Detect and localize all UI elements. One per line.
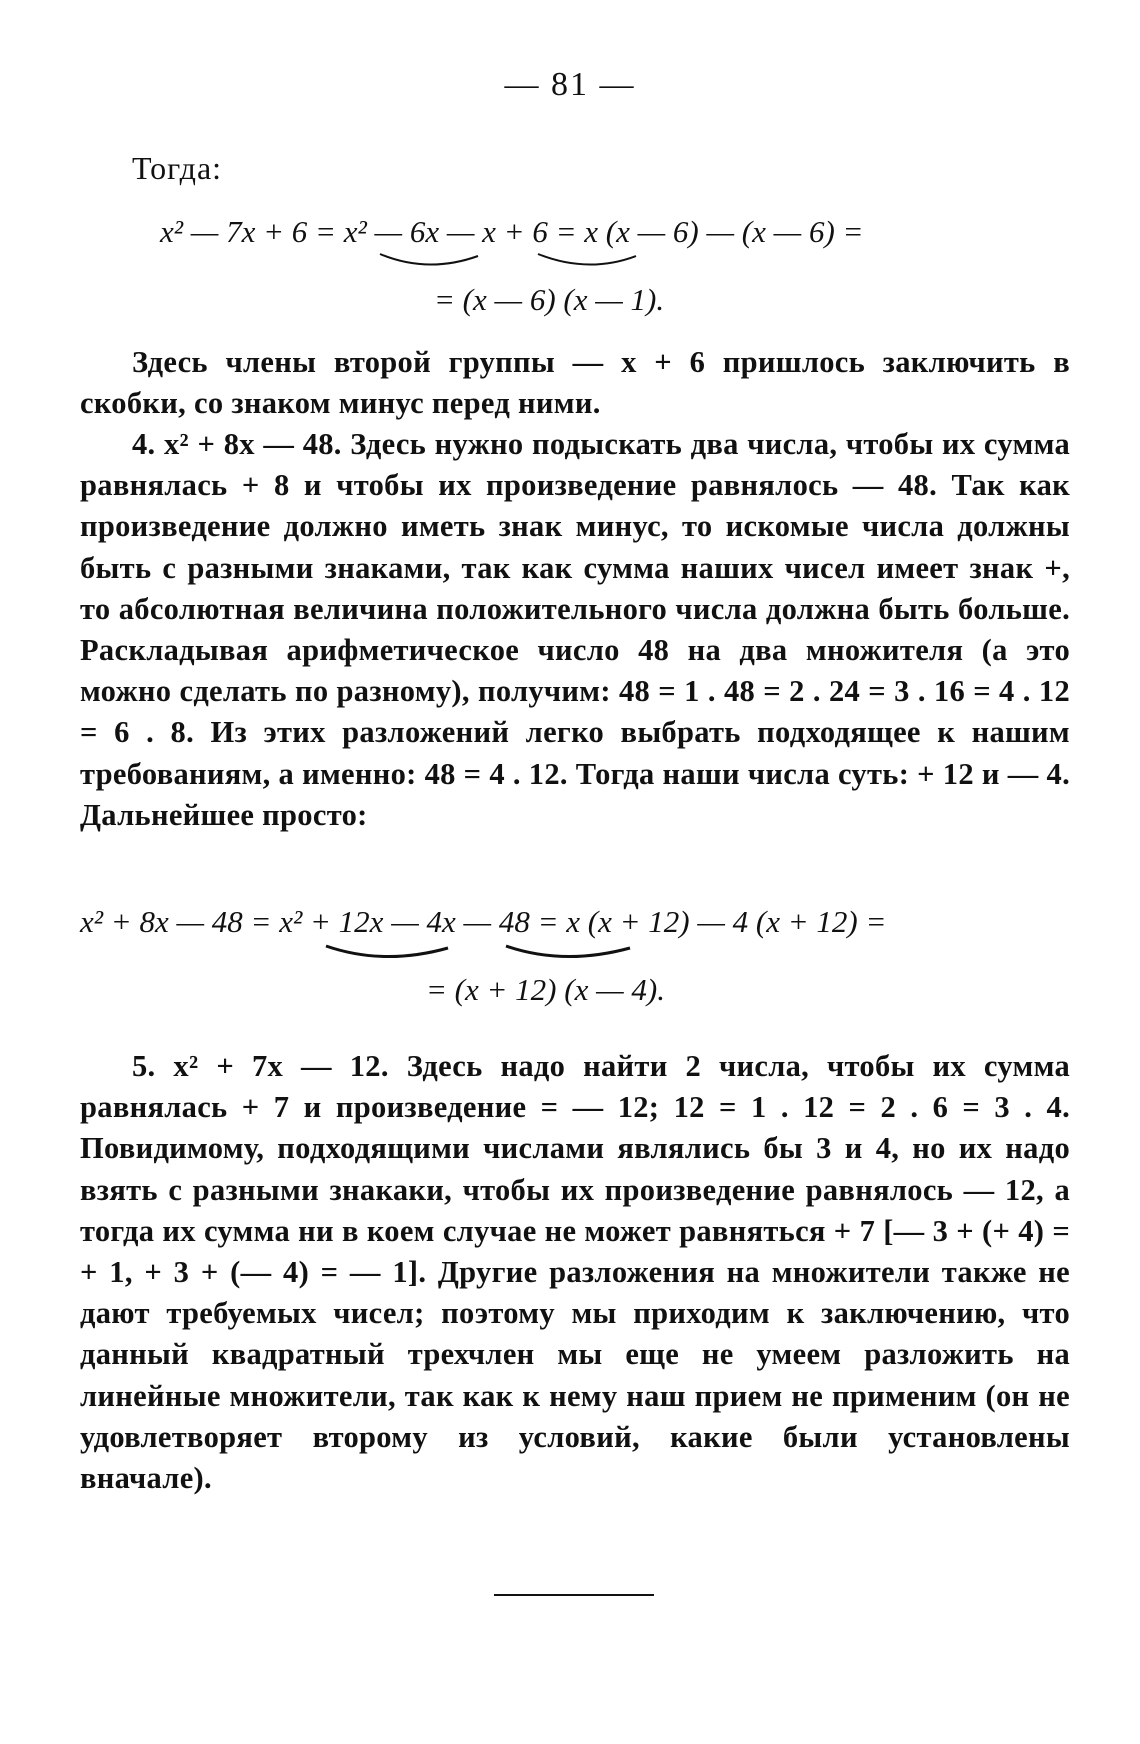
equation-2-line-1: x² + 8x — 48 = x² + 12x — 4x — 48 = x (x + 12) — 4 (x + 12) =: [80, 904, 887, 939]
intro-label: Тогда:: [132, 150, 223, 186]
equation-2-line-2: = (x + 12) (x — 4).: [426, 972, 665, 1007]
equation-1-line-1: x² — 7x + 6 = x² — 6x — x + 6 = x (x — 6) — (x — 6) =: [160, 214, 864, 249]
paragraph-example-4: 4. x² + 8x — 48. Здесь нужно подыскать два числа, чтобы их сумма равнялась + 8 и чтобы их произведение равнялось — 48. Так как произведение должно иметь знак минус, то искомые числа должны быть с разными знаками, так как сумма наших чисел имеет знак +, то абсолютная величина положительного числа должна быть больше. Раскладывая арифметическое число 48 на два множителя (а это можно сделать по разному), получим: 48 = 1 . 48 = 2 . 24 = 3 . 16 = 4 . 12 = 6 . 8. Из этих разложений легко выбрать подходящее к нашим требованиям, а именно: 48 = 4 . 12. Тогда наши числа суть: + 12 и — 4. Дальнейшее просто:: [80, 427, 1070, 832]
paragraph-grouping-note: Здесь члены второй группы — x + 6 пришлось заключить в скобки, со знаком минус перед ними.: [80, 345, 1070, 421]
page-number: — 81 —: [504, 66, 636, 103]
grouping-braces-1: [378, 252, 638, 274]
grouping-braces-2: [324, 944, 634, 966]
equation-1-line-2: = (x — 6) (x — 1).: [434, 282, 665, 317]
end-rule: [494, 1594, 654, 1596]
paragraph-example-5: 5. x² + 7x — 12. Здесь надо найти 2 числа, чтобы их сумма равнялась + 7 и произведение = — 12; 12 = 1 . 12 = 2 . 6 = 3 . 4. Повидимому, подходящими числами являлись бы 3 и 4, но их надо взять с разными знакаки, чтобы их произведение равнялось — 12, а тогда их сумма ни в коем случае не может равняться + 7 [— 3 + (+ 4) = + 1, + 3 + (— 4) = — 1]. Другие разложения на множители также не дают требуемых чисел; поэтому мы приходим к заключению, что данный квадратный трехчлен мы еще не умеем разложить на линейные множители, так как к нему наш прием не применим (он не удовлетворяет второму из условий, какие были установлены вначале).: [80, 1049, 1070, 1496]
